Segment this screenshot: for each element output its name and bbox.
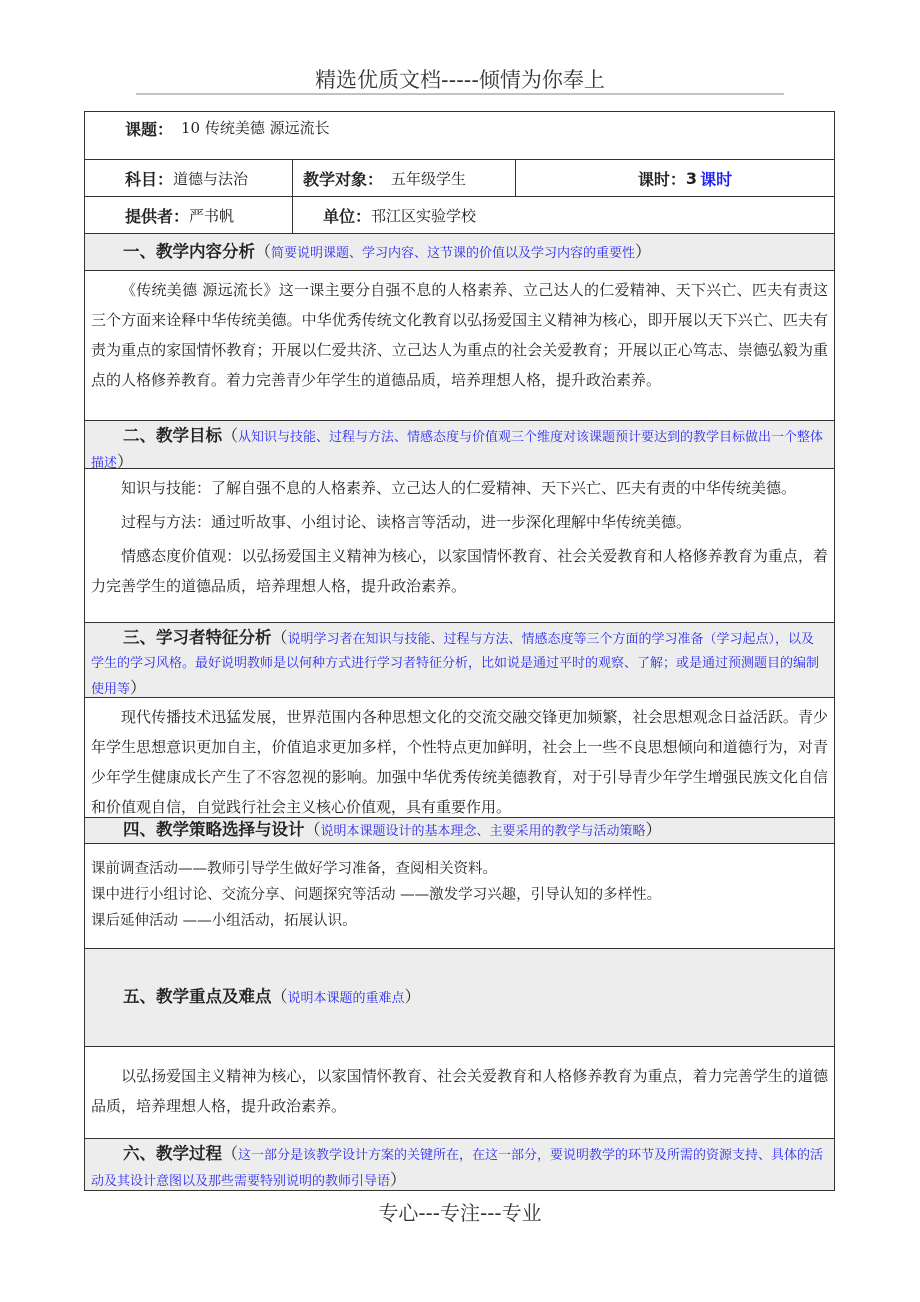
header-divider [136,93,784,95]
paragraph: 课后延伸活动 ——小组活动，拓展认识。 [91,913,357,929]
section-title: 一、教学内容分析 [123,242,255,261]
audience-value: 五年级学生 [391,169,467,188]
section-note: 简要说明课题、学习内容、这节课的价值以及学习内容的重要性 [271,246,636,261]
provider-label: 提供者： [125,206,190,226]
section-3-header: 三、学习者特征分析（说明学习者在知识与技能、过程与方法、情感态度等三个方面的学习准备（学习起点），以及学生的学习风格。最好说明教师是以何种方式进行学习者特征分析，比如说是通过平时的观察、了解；或是通过预测题目的编制使用等） [85,623,834,698]
page-header: 精选优质文档-----倾情为你奉上 [315,68,605,92]
paragraph: 课中进行小组讨论、交流分享、问题探究等活动 ——激发学习兴趣，引导认知的多样性。 [91,887,662,903]
hours-number: 3 [685,168,698,188]
paragraph: 情感态度价值观：以弘扬爱国主义精神为核心，以家国情怀教育、社会关爱教育和人格修养教育为重点，着力完善学生的道德品质，培养理想人格，提升政治素养。 [91,547,828,595]
section-3-body [85,698,834,818]
paragraph: 以弘扬爱国主义精神为核心，以家国情怀教育、社会关爱教育和人格修养教育为重点，着力完善学生的道德品质，培养理想人格，提升政治素养。 [91,1067,828,1115]
section-4-body [85,844,834,949]
hours-unit: 课时 [700,169,733,189]
topic-row [85,112,834,160]
subject-value: 道德与法治 [173,169,249,188]
unit-value: 邗江区实验学校 [371,206,477,225]
provider-row [85,197,834,234]
section-title: 四、教学策略选择与设计 [123,820,305,839]
topic-value: 10 传统美德 源远流长 [181,119,330,137]
section-note: 说明学习者在知识与技能、过程与方法、情感态度等三个方面的学习准备（学习起点），以及学生的学习风格。最好说明教师是以何种方式进行学习者特征分析，比如说是通过平时的观察、了解；或是通过预测题目的编制使用等 [91,632,820,697]
paragraph: 现代传播技术迅猛发展，世界范围内各种思想文化的交流交融交锋更加频繁，社会思想观念日益活跃。青少年学生思想意识更加自主，价值追求更加多样，个性特点更加鲜明，社会上一些不良思想倾向和道德行为，对青少年学生健康成长产生了不容忽视的影响。加强中华优秀传统美德教育，对于引导青少年学生增强民族文化自信和价值观自信，自觉践行社会主义核心价值观，具有重要作用。 [91,708,828,816]
topic-label: 课题： [125,120,174,139]
section-note: 说明本课题的重难点 [287,991,405,1006]
subject-label: 科目： [125,169,174,189]
section-note: 这一部分是该教学设计方案的关键所在，在这一部分，要说明教学的环节及所需的资源支持、具体的活动及其设计意图以及那些需要特别说明的教师引导语 [91,1148,824,1189]
audience-label: 教学对象： [303,169,384,189]
section-6-header: 六、教学过程（这一部分是该教学设计方案的关键所在，在这一部分，要说明教学的环节及所需的资源支持、具体的活动及其设计意图以及那些需要特别说明的教师引导语） [85,1139,834,1190]
section-2-body [85,469,834,623]
section-title: 二、教学目标 [123,426,222,445]
subject-row [85,160,834,197]
section-note: 说明本课题设计的基本理念、主要采用的教学与活动策略 [320,824,646,839]
paragraph: 知识与技能：了解自强不息的人格素养、立己达人的仁爱精神、天下兴亡、匹夫有责的中华传统美德。 [121,479,797,497]
section-title: 三、学习者特征分析 [123,628,272,647]
section-note: 从知识与技能、过程与方法、情感态度与价值观三个维度对该课题预计要达到的教学目标做出一个整体描述 [91,430,824,471]
section-2-header: 二、教学目标（从知识与技能、过程与方法、情感态度与价值观三个维度对该课题预计要达到的教学目标做出一个整体描述） [85,421,834,469]
lesson-plan-table [84,111,835,1191]
hours-label: 课时： [637,169,686,189]
unit-label: 单位： [323,206,372,226]
section-1-body [85,271,834,421]
paragraph: 《传统美德 源远流长》这一课主要分自强不息的人格素养、立己达人的仁爱精神、天下兴亡、匹夫有责这三个方面来诠释中华传统美德。中华优秀传统文化教育以弘扬爱国主义精神为核心，即开展以天下兴亡、匹夫有责为重点的家国情怀教育；开展以仁爱共济、立己达人为重点的社会关爱教育；开展以正心笃志、崇德弘毅为重点的人格修养教育。着力完善青少年学生的道德品质，培养理想人格，提升政治素养。 [91,281,828,389]
section-5-header: 五、教学重点及难点（说明本课题的重难点） [85,949,834,1047]
section-1-header: 一、教学内容分析（简要说明课题、学习内容、这节课的价值以及学习内容的重要性） [85,234,834,271]
paragraph: 课前调查活动——教师引导学生做好学习准备，查阅相关资料。 [91,861,497,877]
paragraph: 过程与方法：通过听故事、小组讨论、读格言等活动，进一步深化理解中华传统美德。 [121,513,692,531]
provider-value: 严书帆 [189,206,235,225]
section-4-header: 四、教学策略选择与设计（说明本课题设计的基本理念、主要采用的教学与活动策略） [85,818,834,844]
section-5-body [85,1047,834,1139]
page-footer: 专心---专注---专业 [378,1201,542,1225]
section-title: 六、教学过程 [123,1144,222,1163]
section-title: 五、教学重点及难点 [123,987,272,1006]
